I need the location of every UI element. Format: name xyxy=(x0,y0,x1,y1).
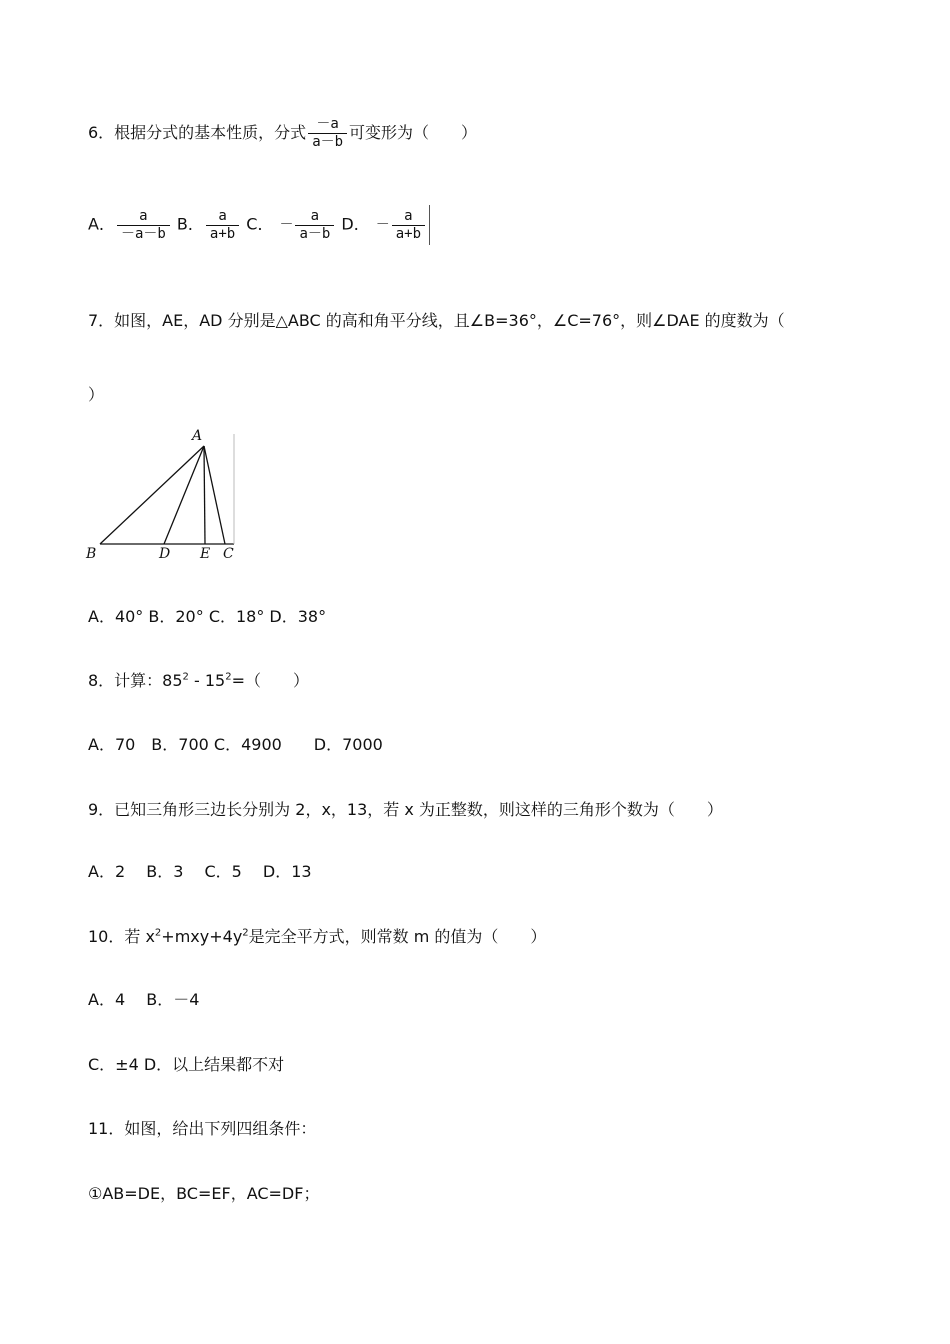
q6-option-c-label: C． xyxy=(246,214,274,234)
q6-option-a-numerator: a xyxy=(117,208,170,226)
question-8-options: A．70 B．700 C．4900 D．7000 xyxy=(88,735,383,754)
q6-option-c-sign: － xyxy=(279,217,294,233)
label-d: D xyxy=(159,546,171,562)
q10-prefix: 10．若 x xyxy=(88,927,155,946)
label-b: B xyxy=(86,546,97,562)
q10-middle: +mxy+4y xyxy=(161,927,243,946)
segment-ac xyxy=(204,446,225,544)
question-10-options-1: A．4 B．－4 xyxy=(88,990,200,1009)
segment-ae xyxy=(204,446,205,544)
q6-divider xyxy=(429,205,430,245)
q6-suffix: 可变形为（ ） xyxy=(349,123,478,142)
question-11-condition-1: ①AB=DE，BC=EF，AC=DF； xyxy=(88,1184,320,1203)
q8-suffix: =（ ） xyxy=(231,671,310,690)
q6-option-b-numerator: a xyxy=(206,208,239,226)
q6-option-c-fraction xyxy=(295,208,334,243)
q6-option-d-label: D． xyxy=(341,214,370,234)
q6-option-a-fraction xyxy=(117,208,170,243)
q10-exponent-1: 2 xyxy=(154,927,162,939)
q6-option-b-fraction xyxy=(206,208,239,243)
q6-option-b-denominator: a+b xyxy=(209,225,236,242)
q8-middle: - 15 xyxy=(188,671,226,690)
q6-option-c-numerator: a xyxy=(295,208,334,226)
question-7-line-1: 7．如图，AE，AD 分别是△ABC 的高和角平分线，且∠B=36°，∠C=76°，则∠DAE 的度数为（ xyxy=(88,311,785,330)
label-a: A xyxy=(192,428,203,444)
triangle-figure xyxy=(84,424,244,566)
question-6-options xyxy=(88,205,430,245)
label-e: E xyxy=(200,546,211,562)
question-9: 9．已知三角形三边长分别为 2，x，13，若 x 为正整数，则这样的三角形个数为（ ） xyxy=(88,800,723,819)
q6-option-a-label: A． xyxy=(88,214,115,234)
label-c: C xyxy=(223,546,234,562)
q6-option-c-denominator: a－b xyxy=(299,225,331,242)
segment-ad xyxy=(164,446,204,544)
q6-option-b-label: B． xyxy=(176,214,204,234)
q6-option-d-denominator: a+b xyxy=(395,225,422,242)
question-7-line-2: ） xyxy=(88,385,105,404)
segment-ab xyxy=(100,446,204,544)
question-9-options: A．2 B．3 C．5 D．13 xyxy=(88,862,312,881)
q8-exponent-1: 2 xyxy=(182,671,189,683)
q6-fraction xyxy=(308,116,347,151)
question-11: 11．如图，给出下列四组条件： xyxy=(88,1119,317,1138)
q6-option-d-sign: － xyxy=(375,217,390,233)
question-8 xyxy=(88,670,309,692)
q8-exponent-2: 2 xyxy=(225,671,232,683)
q10-suffix: 是完全平方式，则常数 m 的值为（ ） xyxy=(248,927,547,946)
question-6 xyxy=(88,116,477,151)
q8-prefix: 8．计算：85 xyxy=(88,671,183,690)
question-7-options: A．40° B．20° C．18° D．38° xyxy=(88,607,327,626)
q6-fraction-denominator: a－b xyxy=(312,134,344,150)
q6-fraction-numerator: －a xyxy=(308,116,347,134)
q6-option-a-denominator: －a－b xyxy=(120,225,166,242)
question-10 xyxy=(88,926,546,948)
q6-option-d-numerator: a xyxy=(392,208,425,226)
q6-option-d-fraction xyxy=(392,208,425,243)
question-10-options-2: C．±4 D．以上结果都不对 xyxy=(88,1055,285,1074)
q6-prefix: 6．根据分式的基本性质，分式 xyxy=(88,123,307,142)
q10-exponent-2: 2 xyxy=(242,927,249,939)
